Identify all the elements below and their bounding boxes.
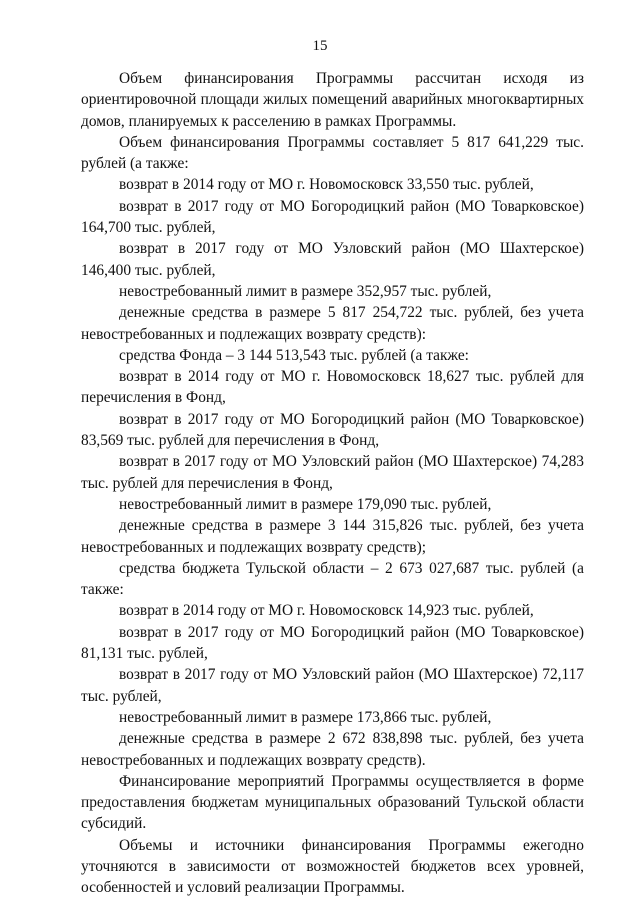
- paragraph-annual-adjustment: Объемы и источники финансирования Программы ежегодно уточняются в зависимости от возможностей бюджетов всех уровней, особенностей и условий реализации Программы.: [81, 836, 584, 897]
- paragraph-refund-2017-bogoroditsk: возврат в 2017 году от МО Богородицкий район (МО Товарковское) 164,700 тыс. рублей,: [81, 197, 584, 237]
- paragraph-refund-2014-novomoskovsk: возврат в 2014 году от МО г. Новомосковск 33,550 тыс. рублей,: [119, 176, 534, 194]
- paragraph-subsidies: Финансирование мероприятий Программы осуществляется в форме предоставления бюджетам муниципальных образований Тульской области субсидий.: [81, 772, 584, 833]
- document-body: [81, 68, 584, 899]
- paragraph-total-funding: Объем финансирования Программы составляет 5 817 641,229 тыс. рублей (а также:: [81, 133, 584, 173]
- paragraph-regional-unclaimed-limit: невостребованный лимит в размере 173,866 тыс. рублей,: [119, 708, 492, 726]
- paragraph-net-funds: денежные средства в размере 5 817 254,722 тыс. рублей, без учета невостребованных и подлежащих возврату средств):: [81, 304, 584, 343]
- paragraph-refund-2017-uzlovaya: возврат в 2017 году от МО Узловский район (МО Шахтерское) 146,400 тыс. рублей,: [81, 240, 584, 279]
- paragraph-fund-net-funds: денежные средства в размере 3 144 315,826 тыс. рублей, без учета невостребованных и подлежащих возврату средств);: [81, 517, 584, 556]
- paragraph-funding-basis: Объем финансирования Программы рассчитан исходя из ориентировочной площади жилых помещений аварийных многоквартирных домов, планируемых к расселению в рамках Программы.: [81, 70, 584, 130]
- paragraph-regional-budget-total: средства бюджета Тульской области – 2 673 027,687 тыс. рублей (а также:: [81, 559, 584, 599]
- paragraph-fund-unclaimed-limit: невостребованный лимит в размере 179,090 тыс. рублей,: [119, 495, 492, 513]
- paragraph-fund-refund-2014: возврат в 2014 году от МО г. Новомосковск 18,627 тыс. рублей для перечисления в Фонд,: [81, 368, 584, 407]
- paragraph-fund-total: средства Фонда – 3 144 513,543 тыс. рублей (а также:: [119, 346, 469, 364]
- paragraph-regional-refund-2014: возврат в 2014 году от МО г. Новомосковск 14,923 тыс. рублей,: [119, 602, 534, 620]
- paragraph-unclaimed-limit: невостребованный лимит в размере 352,957 тыс. рублей,: [119, 282, 492, 300]
- paragraph-regional-refund-2017-uzlovaya: возврат в 2017 году от МО Узловский район (МО Шахтерское) 72,117 тыс. рублей,: [81, 666, 584, 705]
- page-number: 15: [312, 38, 328, 54]
- paragraph-regional-refund-2017-bogoroditsk: возврат в 2017 году от МО Богородицкий район (МО Товарковское) 81,131 тыс. рублей,: [81, 623, 584, 663]
- paragraph-regional-net-funds: денежные средства в размере 2 672 838,898 тыс. рублей, без учета невостребованных и подлежащих возврату средств).: [81, 730, 584, 769]
- paragraph-fund-refund-2017-bogoroditsk: возврат в 2017 году от МО Богородицкий район (МО Товарковское) 83,569 тыс. рублей для перечисления в Фонд,: [81, 410, 584, 450]
- paragraph-fund-refund-2017-uzlovaya: возврат в 2017 году от МО Узловский район (МО Шахтерское) 74,283 тыс. рублей для перечисления в Фонд,: [81, 453, 584, 492]
